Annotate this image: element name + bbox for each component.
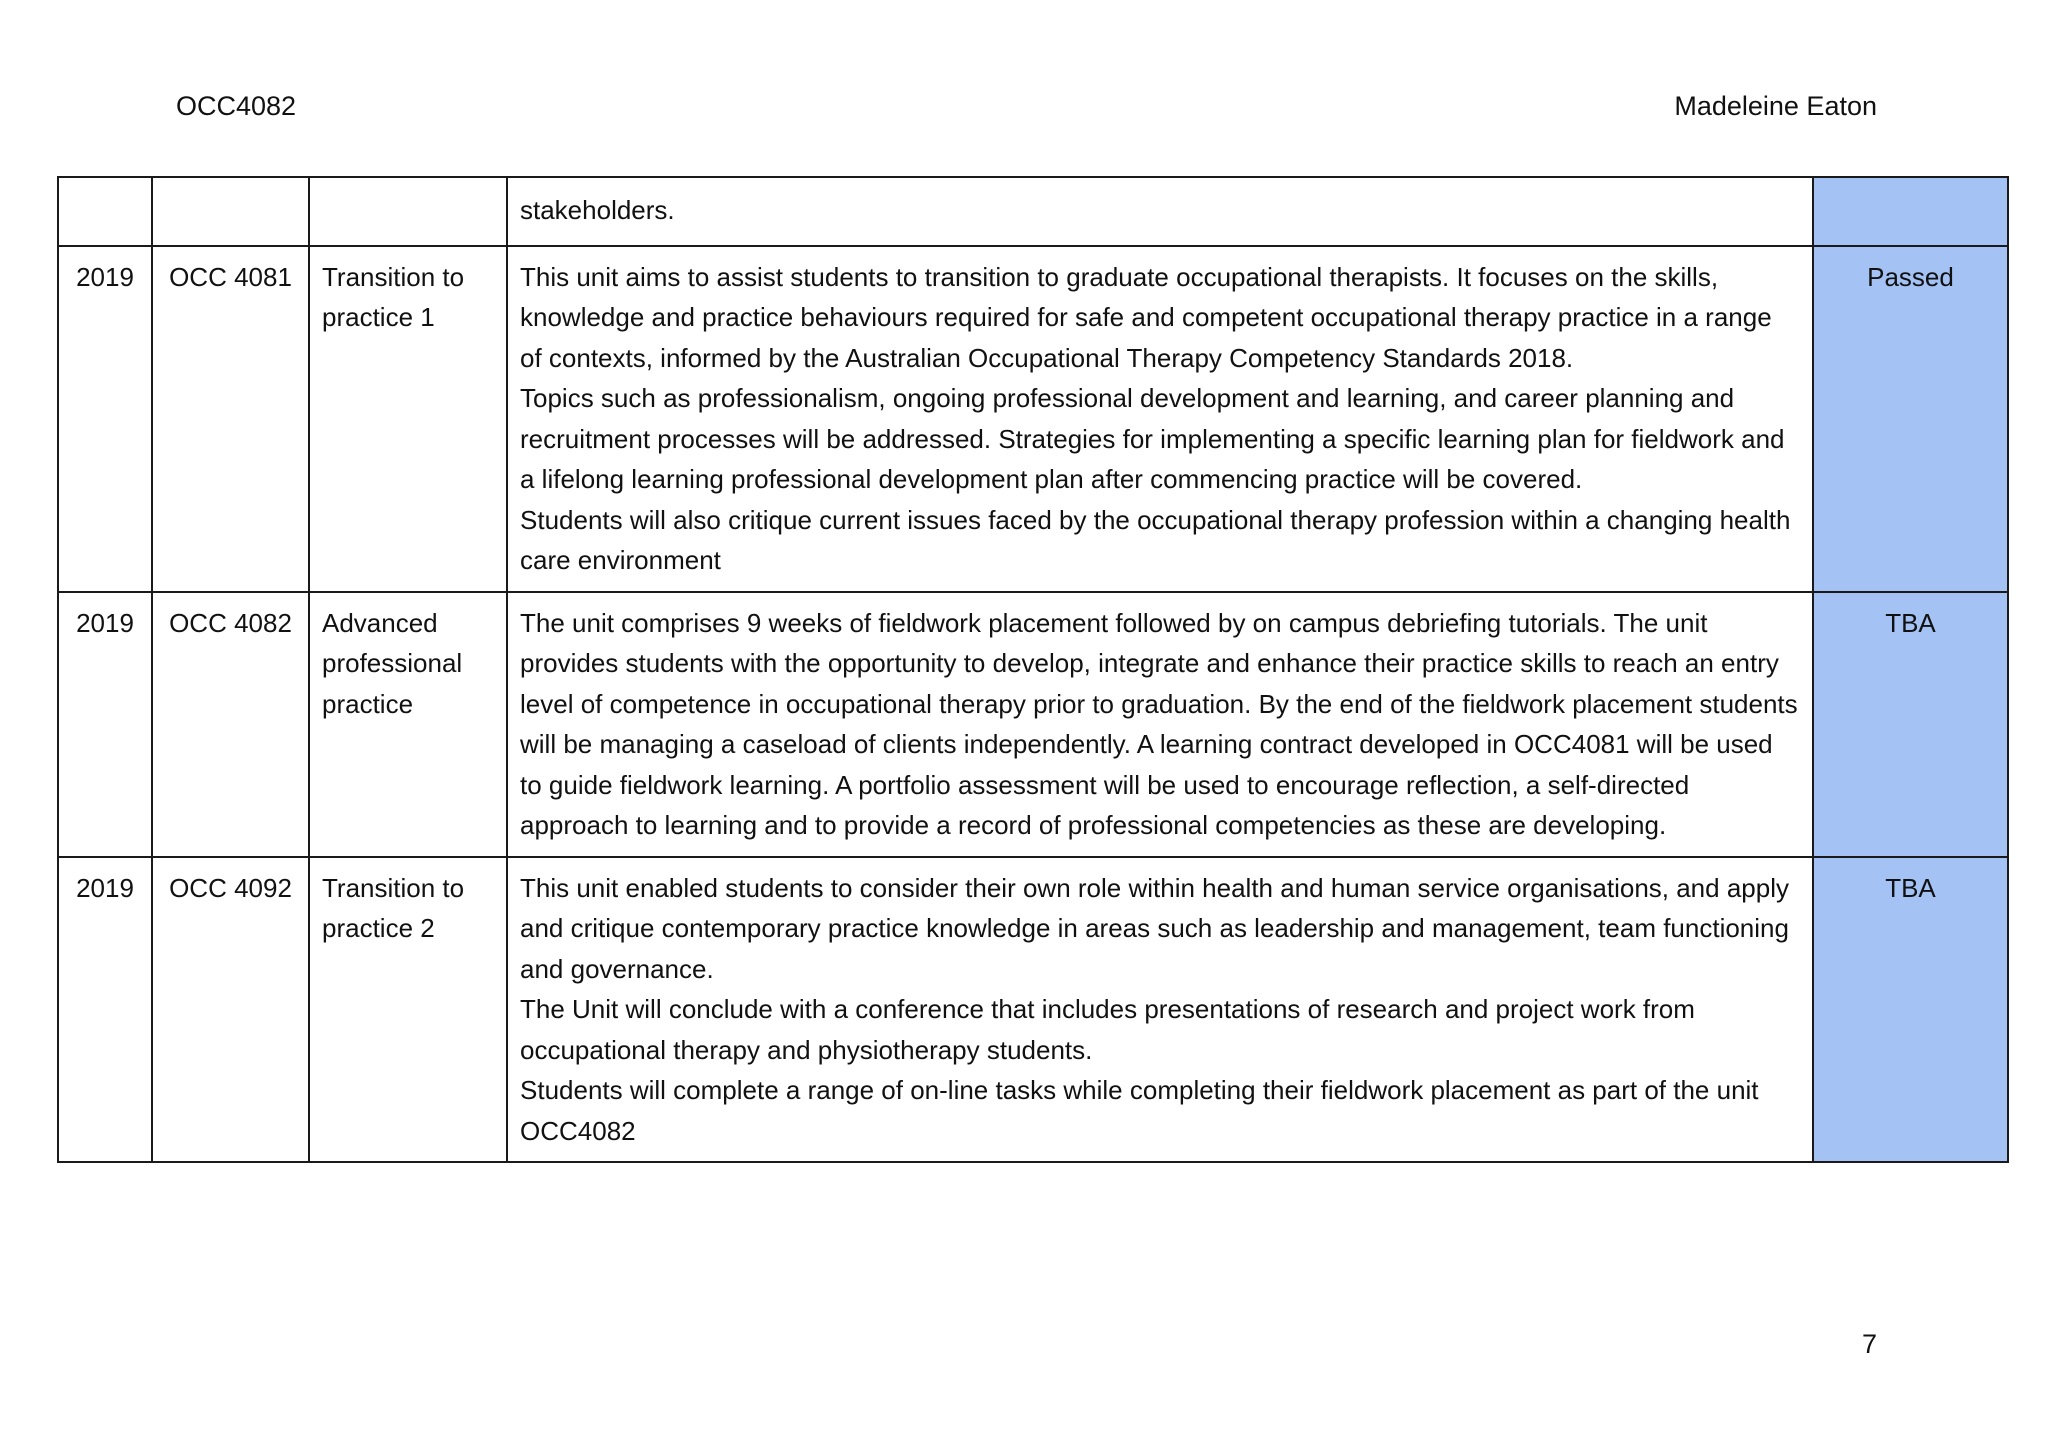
page-header	[176, 88, 1877, 124]
header-author-name: Madeleine Eaton	[1674, 91, 1877, 121]
year-cell	[58, 177, 152, 246]
status-cell	[1813, 177, 2008, 246]
title-cell: Transition to practice 1	[309, 246, 507, 592]
code-cell: OCC 4082	[152, 592, 309, 857]
title-cell: Transition to practice 2	[309, 857, 507, 1163]
description-cell	[507, 246, 1813, 592]
table-row-occ4082	[58, 592, 2008, 857]
description-text: stakeholders.	[520, 195, 675, 225]
description-paragraph: Students will complete a range of on-line tasks while completing their fieldwork placement as part of the unit OCC4082	[520, 1075, 1759, 1146]
status-cell: TBA	[1813, 857, 2008, 1163]
units-table	[57, 176, 2009, 1163]
description-paragraph: Students will also critique current issues faced by the occupational therapy profession within a changing health care environment	[520, 504, 1791, 575]
description-cell	[507, 177, 1813, 246]
header-course-code: OCC4082	[176, 91, 297, 121]
table-row-continued	[58, 177, 2008, 246]
table-row-occ4081	[58, 246, 2008, 592]
code-cell: OCC 4092	[152, 857, 309, 1163]
title-cell	[309, 177, 507, 246]
description-paragraph: The unit comprises 9 weeks of fieldwork placement followed by on campus debriefing tutorials. The unit provides students with the opportunity to develop, integrate and enhance their practice skills to reach an entry level of competence in occupational therapy prior to graduation. By the end of the fieldwork placement students will be managing a caseload of clients independently. A learning contract developed in OCC4081 will be used to guide fieldwork learning. A portfolio assessment will be used to encourage reflection, a self-directed approach to learning and to provide a record of professional competencies as these are developing.	[520, 607, 1798, 840]
code-cell	[152, 177, 309, 246]
description-paragraph: Topics such as professionalism, ongoing professional development and learning, and career planning and recruitment processes will be addressed. Strategies for implementing a specific learning plan for fieldwork and a lifelong learning professional development plan after commencing practice will be covered.	[520, 383, 1785, 494]
title-cell: Advanced professional practice	[309, 592, 507, 857]
description-paragraph: This unit enabled students to consider their own role within health and human service organisations, and apply and critique contemporary practice knowledge in areas such as leadership and management, team functioning and governance.	[520, 872, 1789, 984]
status-cell: TBA	[1813, 592, 2008, 857]
year-cell: 2019	[58, 857, 152, 1163]
description-cell	[507, 592, 1813, 857]
description-paragraph: The Unit will conclude with a conference that includes presentations of research and project work from occupational therapy and physiotherapy students.	[520, 994, 1695, 1065]
description-paragraph: This unit aims to assist students to transition to graduate occupational therapists. It focuses on the skills, knowledge and practice behaviours required for safe and competent occupational therapy practice in a range of contexts, informed by the Australian Occupational Therapy Competency Standards 2018.	[520, 261, 1772, 373]
year-cell: 2019	[58, 246, 152, 592]
year-cell: 2019	[58, 592, 152, 857]
code-cell: OCC 4081	[152, 246, 309, 592]
table-row-occ4092	[58, 857, 2008, 1163]
page-number: 7	[1861, 1329, 1877, 1359]
description-cell	[507, 857, 1813, 1163]
status-cell: Passed	[1813, 246, 2008, 592]
